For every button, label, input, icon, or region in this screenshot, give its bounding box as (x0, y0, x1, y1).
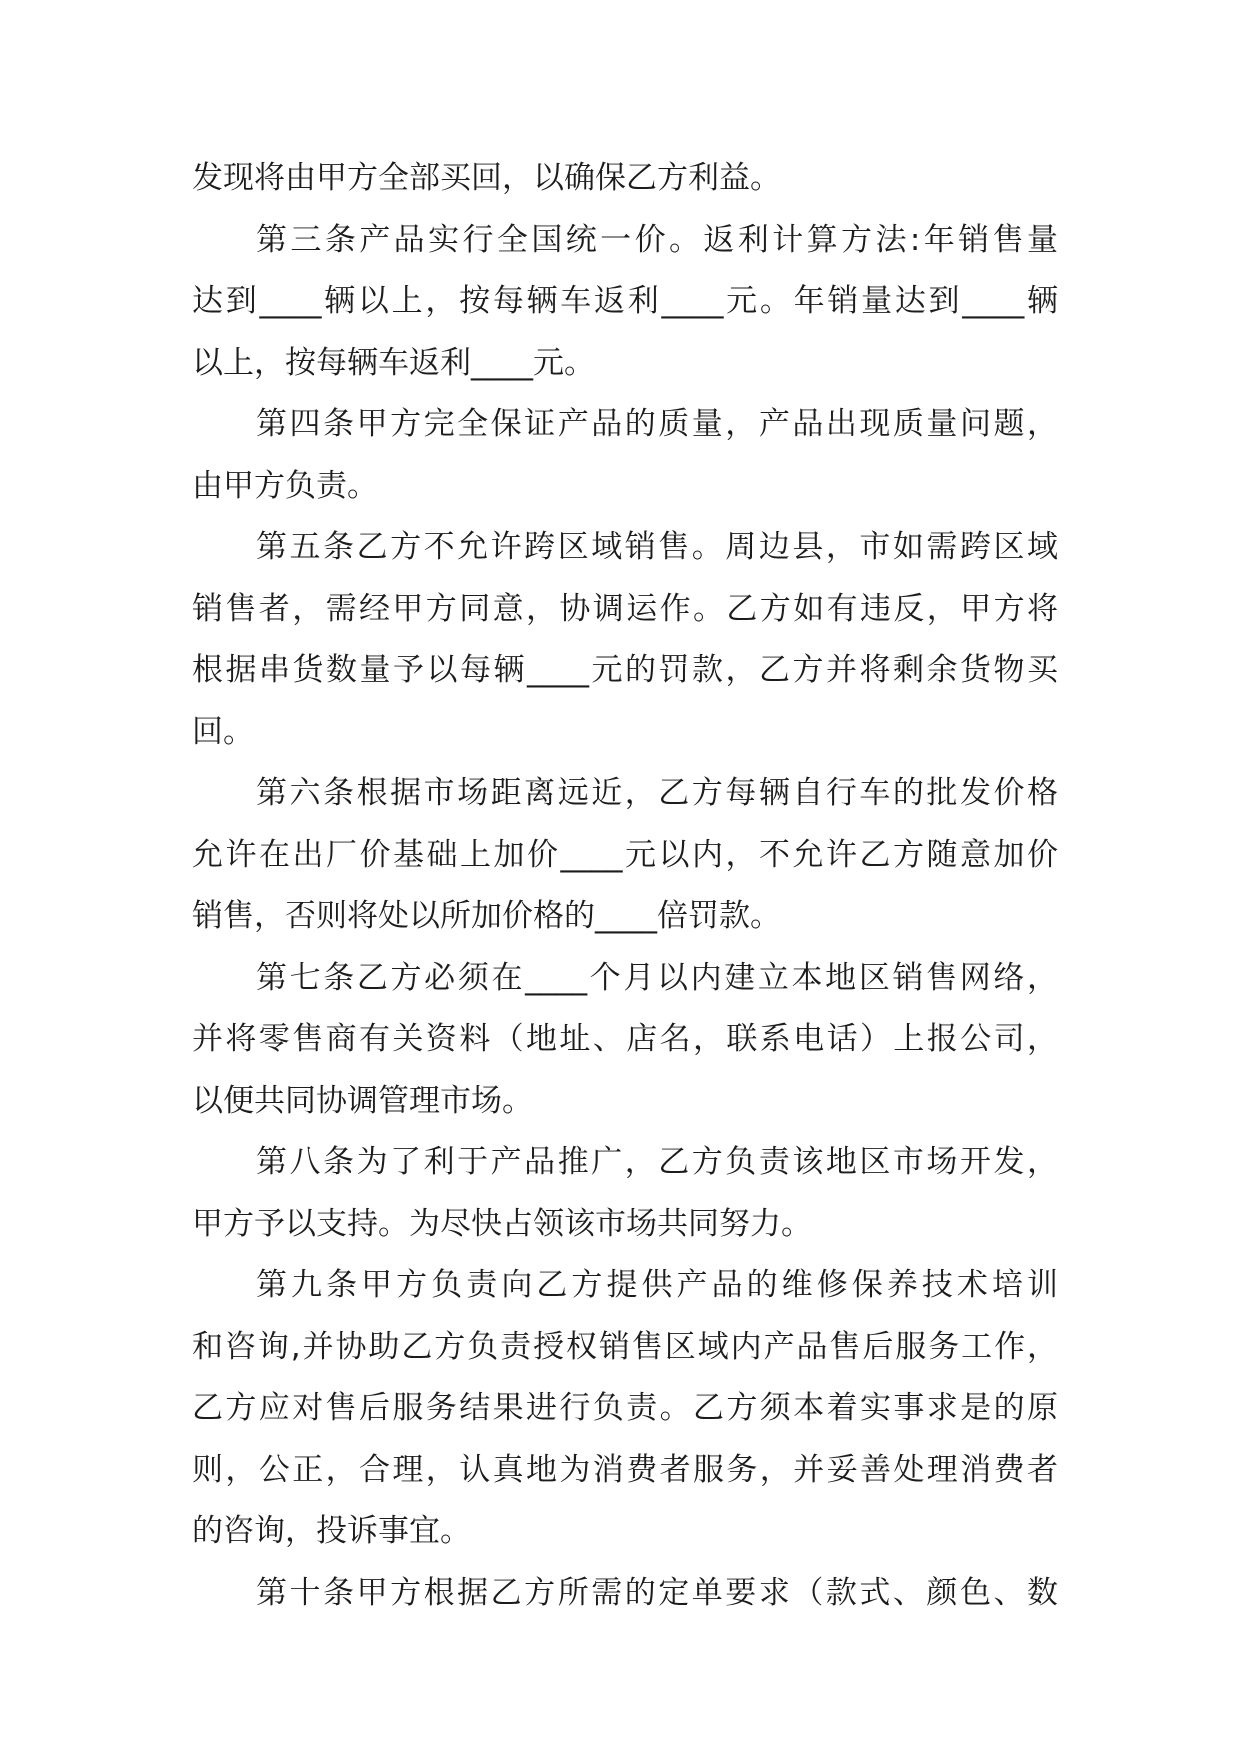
text-line: 和咨询,并协助乙方负责授权销售区域内产品售后服务工作， (192, 1328, 1058, 1365)
text-line: 由甲方负责。 (192, 467, 378, 504)
text-line: 的咨询，投诉事宜。 (192, 1513, 471, 1549)
document-body (192, 158, 1058, 1634)
text-line: 回。 (192, 713, 254, 750)
text-line: 并将零售商有关资料（地址、店名，联系电话）上报公司， (192, 1021, 1058, 1057)
text-line: 甲方予以支持。为尽快占领该市场共同努力。 (192, 1205, 812, 1242)
text-line: 乙方应对售后服务结果进行负责。乙方须本着实事求是的原 (192, 1390, 1058, 1426)
text-line: 第三条产品实行全国统一价。返利计算方法:年销售量 (256, 221, 1058, 258)
text-line: 销售，否则将处以所加价格的____倍罚款。 (192, 898, 781, 934)
text-line: 第六条根据市场距离远近，乙方每辆自行车的批发价格 (256, 775, 1058, 811)
text-line: 以便共同协调管理市场。 (192, 1082, 533, 1119)
text-line: 第九条甲方负责向乙方提供产品的维修保养技术培训 (256, 1267, 1058, 1303)
text-line: 根据串货数量予以每辆____元的罚款，乙方并将剩余货物买 (192, 652, 1058, 688)
text-line: 第十条甲方根据乙方所需的定单要求（款式、颜色、数 (256, 1574, 1058, 1611)
text-line: 则，公正，合理，认真地为消费者服务，并妥善处理消费者 (192, 1451, 1058, 1488)
text-line: 第四条甲方完全保证产品的质量，产品出现质量问题， (256, 406, 1058, 442)
text-line: 发现将由甲方全部买回，以确保乙方利益。 (192, 160, 781, 196)
text-line: 第八条为了利于产品推广，乙方负责该地区市场开发， (256, 1144, 1058, 1180)
text-line: 允许在出厂价基础上加价____元以内，不允许乙方随意加价 (192, 836, 1058, 873)
text-line: 以上，按每辆车返利____元。 (192, 344, 595, 381)
text-line: 第七条乙方必须在____个月以内建立本地区销售网络， (256, 959, 1058, 996)
text-line: 销售者，需经甲方同意，协调运作。乙方如有违反，甲方将 (192, 590, 1058, 627)
text-line: 第五条乙方不允许跨区域销售。周边县，市如需跨区域 (256, 529, 1058, 565)
text-line: 达到____辆以上，按每辆车返利____元。年销量达到____辆 (192, 283, 1058, 319)
